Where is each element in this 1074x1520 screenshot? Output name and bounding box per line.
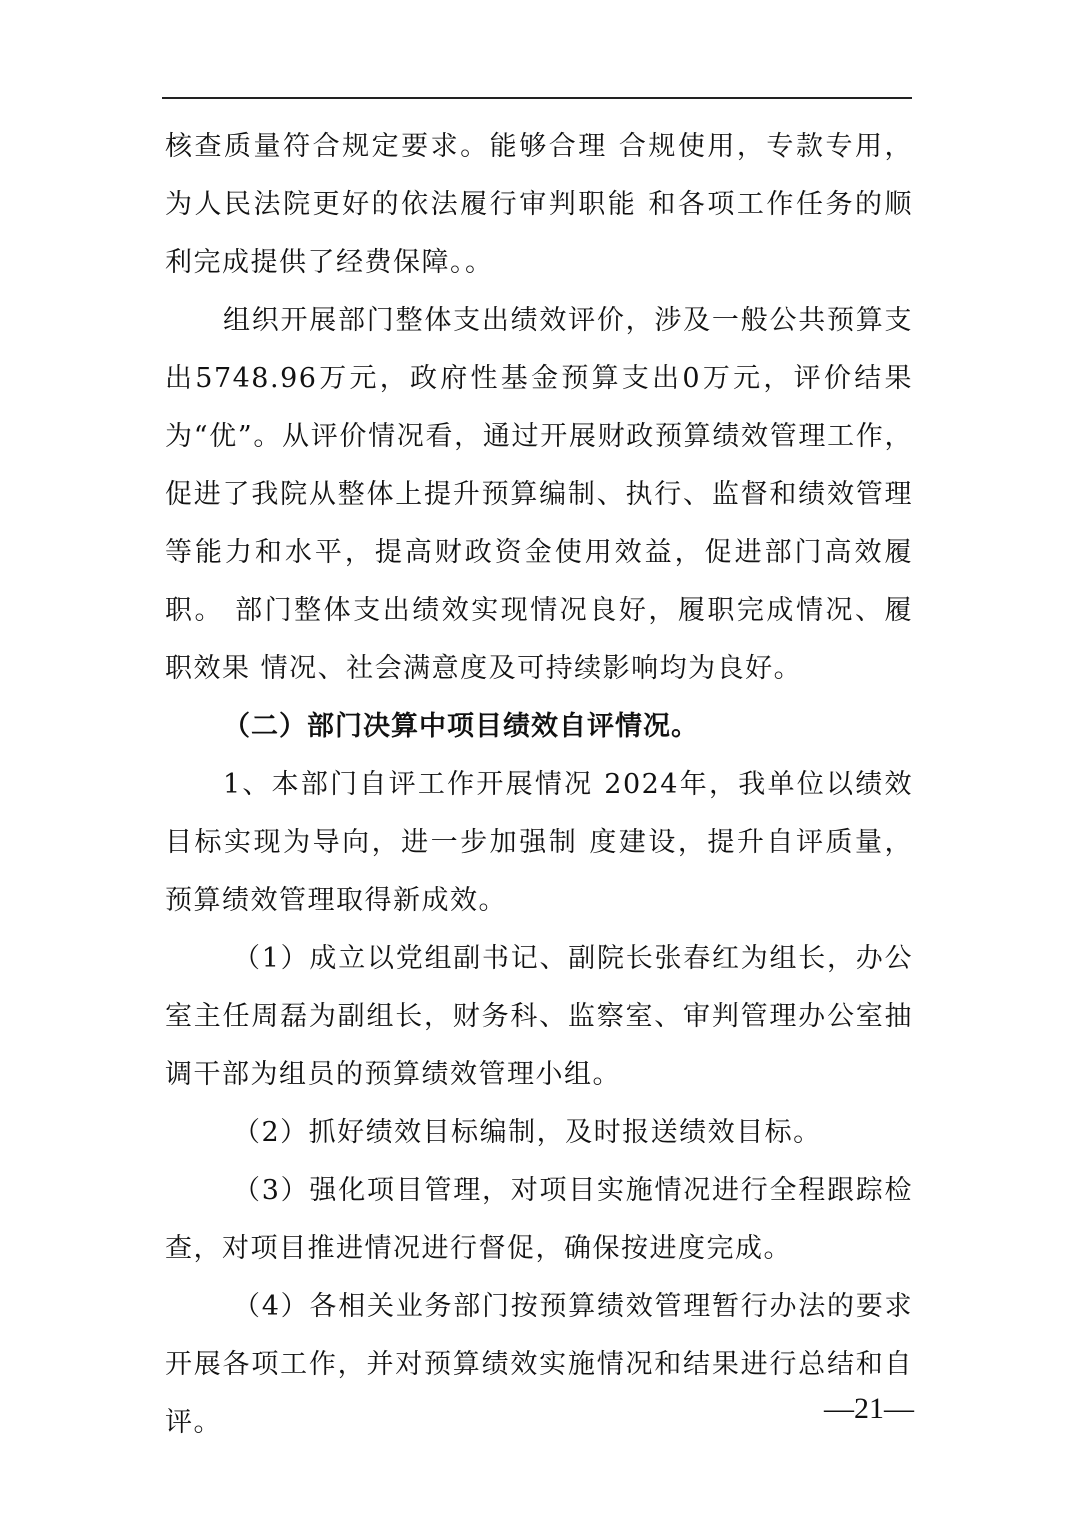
page-number: —21— — [824, 1392, 914, 1425]
paragraph-overall-evaluation: 组织开展部门整体支出绩效评价，涉及一般公共预算支出5748.96万元，政府性基金预算支出0万元，评价结果为“优”。从评价情况看，通过开展财政预算绩效管理工作， 促进了我院从整体上提升预算编制、执行、监督和绩效管理 等能力和水平，提高财政资金使用效益，促进部门高效履职。 部门整体支出绩效实现情况良好，履职完成情况、履职效果 情况、社会满意度及可持续影响均为良好。 — [165, 305, 924, 684]
list-item-3: （3）强化项目管理，对项目实施情况进行全程跟踪检查，对项目推进情况进行督促，确保按进度完成。 — [165, 1175, 913, 1264]
list-item-4: （4）各相关业务部门按预算绩效管理暂行办法的要求 开展各项工作，并对预算绩效实施情况和结果进行总结和自评。 — [165, 1291, 924, 1438]
paragraph-continuation: 核查质量符合规定要求。能够合理 合规使用，专款专用，为人民法院更好的依法履行审判职能 和各项工作任务的顺利完成提供了经费保障。。 — [165, 131, 913, 278]
section-heading: （二）部门决算中项目绩效自评情况。 — [223, 711, 699, 742]
header-rule — [162, 97, 912, 99]
list-item-2: （2）抓好绩效目标编制，及时报送绩效目标。 — [233, 1117, 822, 1148]
paragraph-self-evaluation: 1、本部门自评工作开展情况 2024年，我单位以绩效目标实现为导向，进一步加强制 度建设，提升自评质量，预算绩效管理取得新成效。 — [165, 769, 913, 916]
document-body — [165, 118, 924, 1452]
list-item-1: （1）成立以党组副书记、副院长张春红为组长，办公室主任周磊为副组长，财务科、监察室、审判管理办公室抽调干部为组员的预算绩效管理小组。 — [165, 943, 913, 1090]
